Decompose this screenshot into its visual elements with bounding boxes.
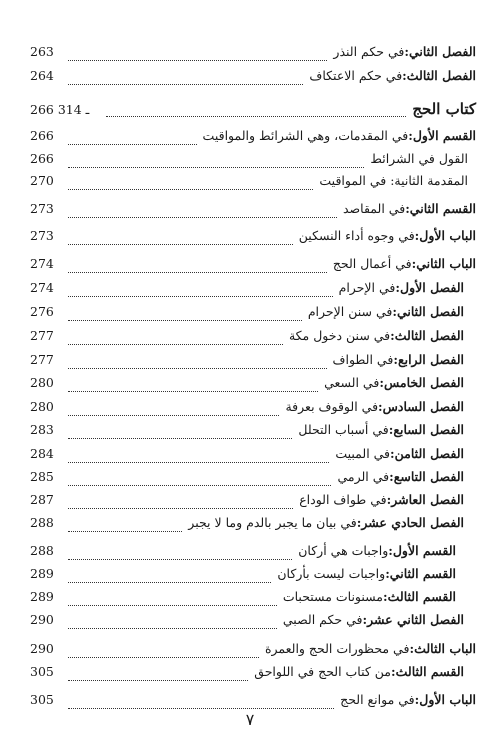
page-number: ٧: [245, 710, 255, 729]
toc-entry-description: واجبات ليست بأركان: [277, 566, 386, 581]
toc-entry: [30, 664, 476, 686]
toc-entry-label: الفصل الثاني:: [404, 44, 476, 59]
toc-leader-dots: [68, 286, 333, 297]
toc-page-number: 270: [30, 173, 54, 188]
toc-leader-dots: [68, 310, 302, 321]
toc-entry: [30, 128, 476, 150]
toc-entry: [30, 151, 476, 173]
toc-leader-dots: [68, 452, 329, 463]
toc-entry-label: الفصل الثاني:: [392, 304, 464, 319]
toc-page-number: 305: [30, 664, 54, 679]
toc-entry-description: في حكم الصبي: [282, 612, 363, 627]
toc-entry: [30, 422, 476, 444]
toc-page-number: 266: [30, 151, 54, 166]
toc-page-number: 274: [30, 280, 54, 295]
toc-page-number: 273: [30, 228, 54, 243]
toc-entry-label: الفصل الثالث:: [402, 68, 476, 83]
toc-entry: [30, 399, 476, 421]
toc-entry-description: في سنن دخول مكة: [288, 328, 391, 343]
toc-leader-dots: [68, 157, 364, 168]
toc-entry: [30, 256, 476, 278]
toc-page-number: 277: [30, 328, 54, 343]
toc-entry: [30, 566, 476, 588]
toc-leader-dots: [68, 50, 327, 61]
toc-entry-label: القسم الأول:: [408, 128, 476, 143]
toc-page-number: 280: [30, 399, 54, 414]
toc-entry-description: من كتاب الحج في اللواحق: [254, 664, 391, 679]
toc-entry-description: في السعي: [324, 375, 380, 390]
toc-entry: [30, 280, 476, 302]
toc-entry-description: في وجوه أداء النسكين: [298, 228, 415, 243]
toc-leader-dots: [68, 207, 337, 218]
toc-entry-label: الفصل الخامس:: [379, 375, 464, 390]
toc-entry-label: الفصل الحادي عشر:: [356, 515, 464, 530]
toc-entry-label: الباب الثاني:: [411, 256, 476, 271]
toc-entry-label: الفصل السادس:: [378, 399, 464, 414]
toc-page-number: 284: [30, 446, 54, 461]
toc-entry: [30, 446, 476, 468]
toc-entry-description: في حكم الاعتكاف: [309, 68, 403, 83]
toc-leader-dots: [68, 358, 327, 369]
toc-entry: [30, 375, 476, 397]
toc-leader-dots: [68, 74, 303, 85]
toc-page-number: 266: [30, 128, 54, 143]
toc-entry: [30, 492, 476, 514]
toc-leader-dots: [68, 234, 293, 245]
toc-entry-label: الفصل العاشر:: [386, 492, 464, 507]
toc-entry-description: في أعمال الحج: [332, 256, 412, 271]
toc-page-number: 283: [30, 422, 54, 437]
toc-page-number: 288: [30, 515, 54, 530]
toc-page-number: 263: [30, 44, 54, 59]
toc-leader-dots: [68, 334, 283, 345]
toc-page-number: 266 ـ 314: [30, 102, 90, 117]
toc-entry-label: الفصل الرابع:: [393, 352, 464, 367]
toc-page-number: 276: [30, 304, 54, 319]
toc-entry-description: في موانع الحج: [340, 692, 415, 707]
toc-leader-dots: [68, 618, 277, 629]
toc-entry-label: الفصل السابع:: [388, 422, 464, 437]
toc-entry: [30, 612, 476, 634]
toc-entry-label: الفصل الثالث:: [390, 328, 464, 343]
toc-entry-description: واجبات هي أركان: [298, 543, 389, 558]
toc-leader-dots: [68, 647, 259, 658]
toc-entry-label: الباب الأول:: [414, 692, 476, 707]
toc-entry-description: في سنن الإحرام: [307, 304, 393, 319]
toc-entry-description: في المبيت: [335, 446, 391, 461]
toc-entry: [30, 328, 476, 350]
toc-entry-description: في الطواف: [332, 352, 394, 367]
toc-entry-description: مسنونات مستحبات: [282, 589, 383, 604]
toc-entry-description: في المقاصد: [343, 201, 406, 216]
toc-leader-dots: [68, 405, 279, 416]
toc-entry-label: الفصل الثاني عشر:: [362, 612, 464, 627]
toc-entry: [30, 228, 476, 250]
toc-entry: [30, 201, 476, 223]
toc-page-number: 264: [30, 68, 54, 83]
toc-page-number: 285: [30, 469, 54, 484]
toc-entry-description: في الإحرام: [338, 280, 396, 295]
toc-leader-dots: [106, 106, 406, 117]
toc-leader-dots: [68, 134, 197, 145]
toc-entry-label: الفصل الأول:: [395, 280, 464, 295]
toc-entry-description: في الرمي: [337, 469, 390, 484]
toc-page-number: 273: [30, 201, 54, 216]
toc-leader-dots: [68, 595, 277, 606]
toc-entry-description: في محظورات الحج والعمرة: [264, 641, 410, 656]
toc-page-number: 289: [30, 589, 54, 604]
toc-entry-label: الباب الأول:: [414, 228, 476, 243]
toc-entry-label: القسم الثاني:: [405, 201, 476, 216]
toc-page-number: 290: [30, 641, 54, 656]
toc-entry: [30, 352, 476, 374]
toc-page-number: 287: [30, 492, 54, 507]
toc-entry: [30, 641, 476, 663]
toc-leader-dots: [68, 381, 318, 392]
toc-entry-description: في المقدمات، وهي الشرائط والمواقيت: [202, 128, 409, 143]
toc-entry-label: القسم الثالث:: [391, 664, 464, 679]
toc-entry-description: في بيان ما يجبر بالدم وما لا يجبر: [188, 515, 357, 530]
toc-entry-label: القسم الثاني:: [385, 566, 456, 581]
toc-leader-dots: [68, 428, 292, 439]
toc-leader-dots: [68, 698, 334, 709]
toc-entry-label: الفصل التاسع:: [389, 469, 464, 484]
toc-page-number: 289: [30, 566, 54, 581]
toc-page-number: 277: [30, 352, 54, 367]
toc-leader-dots: [68, 498, 293, 509]
toc-entry: [30, 304, 476, 326]
toc-entry-description: في طواف الوداع: [299, 492, 387, 507]
toc-entry-label: القسم الثالث:: [383, 589, 456, 604]
toc-leader-dots: [68, 670, 248, 681]
toc-entry-description: المقدمة الثانية: في المواقيت: [319, 173, 468, 188]
toc-leader-dots: [68, 572, 271, 583]
toc-entry: [30, 173, 476, 195]
toc-entry: [30, 515, 476, 537]
toc-entry: [30, 68, 476, 90]
toc-entry-description: في الوقوف بعرفة: [285, 399, 379, 414]
toc-leader-dots: [68, 549, 292, 560]
toc-page-number: 274: [30, 256, 54, 271]
toc-book-heading: [30, 100, 476, 122]
toc-leader-dots: [68, 475, 331, 486]
toc-page-number: 280: [30, 375, 54, 390]
toc-leader-dots: [68, 521, 182, 532]
toc-entry: [30, 543, 476, 565]
toc-entry-description: في حكم النذر: [333, 44, 405, 59]
toc-page-number: 290: [30, 612, 54, 627]
toc-entry-label: الباب الثالث:: [409, 641, 476, 656]
toc-entry-label: كتاب الحج: [412, 100, 476, 118]
toc-leader-dots: [68, 179, 313, 190]
toc-entry-description: في أسباب التحلل: [298, 422, 389, 437]
toc-leader-dots: [68, 262, 327, 273]
toc-entry: [30, 469, 476, 491]
toc-page-number: 288: [30, 543, 54, 558]
toc-entry-description: القول في الشرائط: [370, 151, 468, 166]
toc-entry: [30, 589, 476, 611]
toc-entry-label: الفصل الثامن:: [390, 446, 464, 461]
toc-entry-label: القسم الأول:: [388, 543, 456, 558]
toc-page-number: 305: [30, 692, 54, 707]
toc-entry: [30, 44, 476, 66]
